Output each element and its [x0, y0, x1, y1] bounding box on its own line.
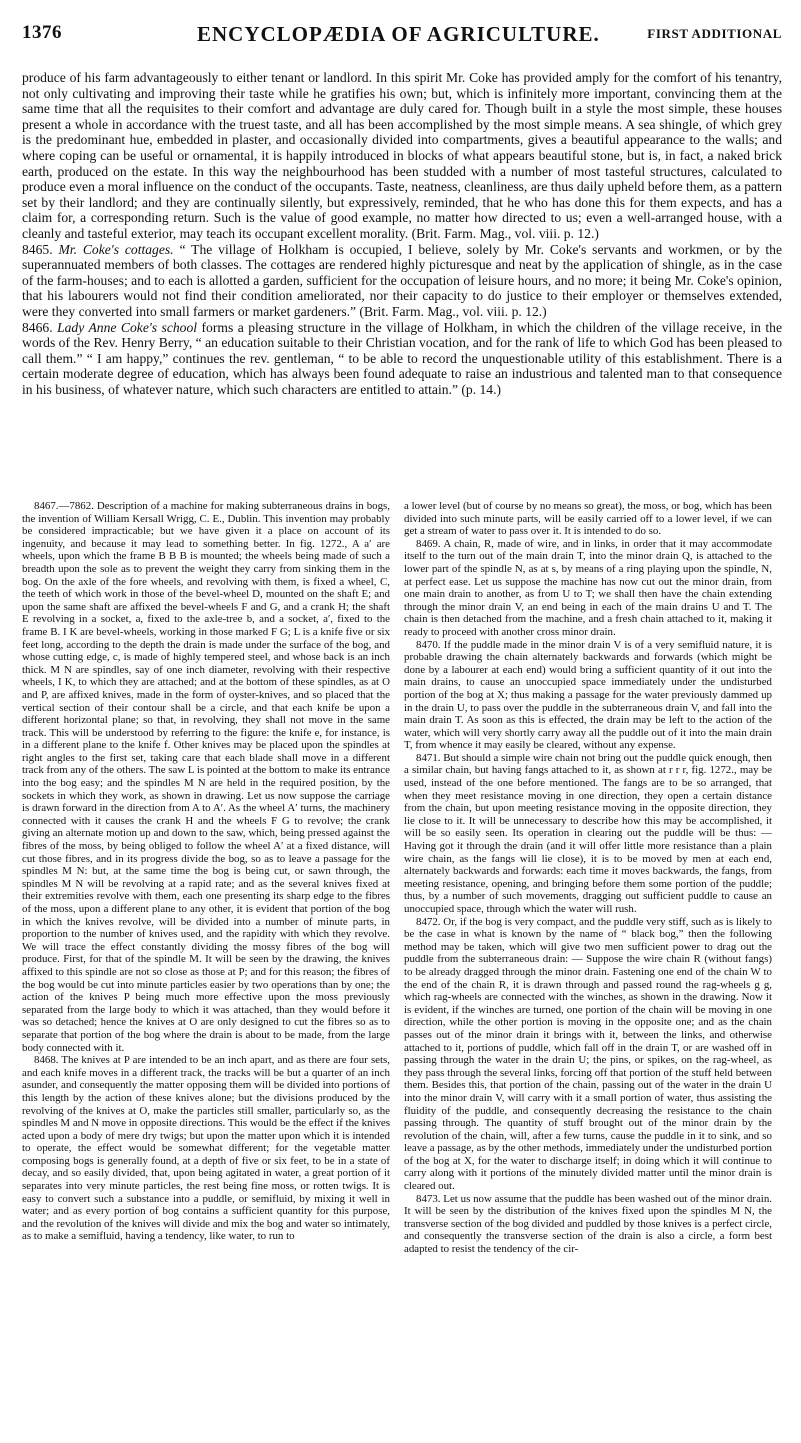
page [22, 22, 782, 1256]
paragraph-body: forms a pleasing structure in the village of Holkham, in which the children of the village receive, in the words of the Rev. Henry Berry, “ an education suitable to their Christian vocation, and for the rank of life to which God has been pleased to call them.” “ I am happy,” continues the rev. gentleman, “ to be able to record the unquestionable utility of this establishment. There is a certain moderate degree of education, which has always been found adequate to raise an industrious and talented man to that consequence in his business, of whatever nature, which such characters are entitled to attain.” (p. 14.) [22, 319, 782, 397]
intro-paragraph-2 [22, 242, 782, 320]
column-paragraph: 8473. Let us now assume that the puddle has been washed out of the minor drain. It will be seen by the distribution of the knives fixed upon the spindles M N, the transverse section of the bog divided and puddled by those knives is a perfect circle, and consequently the transverse section of the drain is also a circle, a form best adapted to resist the tendency of the cir- [404, 1192, 772, 1256]
section-label: FIRST ADDITIONAL [647, 26, 782, 41]
paragraph-heading: Lady Anne Coke's school [57, 319, 198, 335]
left-column [22, 500, 390, 1243]
running-title: ENCYCLOPÆDIA OF AGRICULTURE. [197, 22, 600, 46]
intro-text [22, 70, 782, 397]
intro-paragraph-1: produce of his farm advantageously to either tenant or landlord. In this spirit Mr. Coke has provided amply for the comfort of his tenantry, not only cultivating and improving their taste while he gratifies his own; but, which is infinitely more important, convincing them at the same time that all the requisites to their comfort and advantage are duly cared for. Though built in a style the most simple, these houses present a whole in accordance with the truest taste, and all has been accomplished by the most simple means. A sea shingle, of which grey is the predominant hue, embedded in plaster, and occasionally divided into compartments, gives a beautiful appearance to the walls; and where coping can be useful or ornamental, it is happily introduced in blocks of what appears beautiful stone, but is, in fact, a naked brick earth, produced on the estate. In this way the neighbourhood has been studded with a number of most tasteful structures, calculated to produce even a moral influence on the conduct of the occupants. Taste, neatness, cleanliness, are thus daily upheld before them, as a pattern set by their landlord; and they are continually silently, but expressively, reminded, that he who has done this for them expects, and has a claim for, a corresponding return. Such is the value of good example, no matter how directed to us; even a well-arranged house, with a cleanly and tasteful exterior, may teach its occupant excellent morality. (Brit. Farm. Mag., vol. viii. p. 12.) [22, 70, 782, 241]
column-paragraph: a lower level (but of course by no means so great), the moss, or bog, which has been divided into such minute parts, will be easily carried off to a lower level, if we can get a stream of water to pass over it. It is intended to do so. [404, 500, 772, 538]
column-paragraph: 8468. The knives at P are intended to be an inch apart, and as there are four sets, and each knife moves in a different track, the tracks will be but a quarter of an inch asunder, and consequently the matter opposing them will be divided into portions of this length by the action of these knives alone; but the divisions produced by the revolving of the knives at O, make the particles still smaller, particularly so, as the spindles M and N move in opposite directions. This would be the effect if the knives acted upon a body of mere dry twigs; but upon the matter upon which it is intended to operate, the effect would be somewhat different; for the vegetable matter composing bogs is generally found, at a depth of five or six feet, to be in a state of decay, and so easily divided, that, upon being agitated in water, a great portion of it separates into very minute particles, the rest being fine moss, or rotten twigs. It is easy to convert such a substance into a puddle, or semifluid, by mixing it well in water; and as every portion of bog contains a sufficient quantity for this purpose, and the revolution of the knives will divide and mix the bog and water so intimately, as to make a semifluid, having a tendency, like water, to run to [22, 1054, 390, 1243]
paragraph-body: “ The village of Holkham is occupied, I believe, solely by Mr. Coke's servants and workmen, or by the superannuated members of both classes. The cottages are rendered highly picturesque and neat by the application of shingle, as in the case of the farm-houses; and to each is allotted a garden, sufficient for the occupation of leisure hours, and no more; it being Mr. Coke's opinion, that his labourers would not find their condition ameliorated, nor their capacity to do justice to their employer or themselves extended, were they converted into small farmers or market gardeners.” (Brit. Farm. Mag., vol. viii. p. 12.) [22, 241, 782, 319]
page-header [22, 22, 782, 50]
column-paragraph: 8469. A chain, R, made of wire, and in links, in order that it may accommodate itself to the turn out of the main drain T, into the minor drain Q, is attached to the lower part of the spindle N, as at s, by means of a ring playing upon the spindle, N, at perfect ease. Let us suppose the machine has now cut out the minor drain, from one main drain to another, as from U to T; we shall then have the chain extending through the minor drain V, an end being in each of the main drains U and T. The chain is then detached from the machine, and a fresh chain attached to it, making it ready to proceed with another cross minor drain. [404, 537, 772, 638]
paragraph-number: 8465. [22, 241, 53, 257]
paragraph-number: 8466. [22, 319, 53, 335]
paragraph-heading: Mr. Coke's cottages. [58, 241, 174, 257]
column-paragraph: 8472. Or, if the bog is very compact, and the puddle very stiff, such as is likely to be the case in what is known by the name of “ black bog,” then the following method may be taken, which will give two men sufficient power to drag out the puddle from the subterraneous drain: — Suppose the wire chain R (without fangs) to be already dragged through the minor drain. Fastening one end of the chain W to the end of the chain R, it is drawn through and passed round the rag-wheels g g, which rag-wheels are connected with the winches, as shown in the drawing. Now it is evident, if the winches are turned, one portion of the chain will be moving in one direction, while the other portion is moving in the opposite one; and as the chain passes out of the minor drain it brings with it, between the links, and otherwise attached to it, portions of puddle, which fall off in the drain T, or are washed off in passing through the water in the drain U; the pins, or spikes, on the rag-wheel, as they pass through the several links, forcing off that portion of the stuff held between them. Besides this, that portion of the chain, passing out of the water in the drain U into the minor drain V, will carry with it a small portion of water, thus assisting the fluidity of the puddle, and consequently decreasing the resistance to the chain passing through. The quantity of stuff brought out of the minor drain by the revolution of the chain, will, after a few turns, cause the puddle in it to sink, and so leave a passage, as by the other methods, immediately under the undisturbed portion of the bog at X, for the water to discharge itself; in doing which it will continue to carry along with it portions of the minutely divided matter until the minor drain is cleared out. [404, 915, 772, 1193]
page-number: 1376 [22, 22, 62, 43]
column-paragraph: 8470. If the puddle made in the minor drain V is of a very semifluid nature, it is probable drawing the chain alternately backwards and forwards (which might be done by a labourer at each end) would bring a sufficient quantity of it out into the main drains, to cause an unoccupied space immediately under the undisturbed portion of the bog at X; thus making a passage for the water previously dammed up in the drain U, to pass over the puddle in the subterraneous drain V, and fall into the main drain T. As soon as this is effected, the drain may be left to the action of the water, which will very shortly carry away all the puddle out of it into the main drain T, from whence it may easily be cleared, without any expense. [404, 638, 772, 752]
column-paragraph: 8467.—7862. Description of a machine for making subterraneous drains in bogs, the invention of William Kersall Wrigg, C. E., Dublin. This invention may probably be considered impracticable; but we have given it a place on account of its ingenuity, and because it may lead to something better. In fig. 1272., A a′ are wheels, upon which the frame B B B is mounted; the wheels being made of such a breadth upon the sole as to prevent the weight they carry from sinking them in the bog. On the axle of the fore wheels, and revolving with them, is fixed a wheel, C, the teeth of which work in those of the bevel-wheel D, mounted on the shaft E; and upon the same shaft are affixed the bevel-wheels F and G, and a crank H; the shaft E revolving in a socket, a, fixed to the axle-tree b, and a socket, a′, fixed to the frame B. I K are bevel-wheels, working in those marked F G; L is a knife five or six feet long, according to the depth the drain is made under the surface of the bog, and whose cutting edge, c, is made of highly tempered steel, and whose back is an inch thick. M N are spindles, say of one inch diameter, revolving with their respective wheels, I K, to which they are attached; and at the bottom of these spindles, as at O and P, are affixed knives, made in the form of oyster-knives, and so placed that the vertical section of their contour shall be a circle, and that each knife be upon a different horizontal plane; so that, in revolving, they shall not move in the same track. This will be understood by referring to the figure: the knife e, for instance, is in a different plane to the knife f. Other knives may be placed upon the spindles at right angles to the first set, taking care that each blade shall move in a different track from any of the others. The saw L is pointed at the bottom to make its entrance into the bog easy; and the spindles M N are held in the required position, by the sockets in which they work, as shown in drawing. Let us now suppose the carriage is drawn forward in the direction from A to A′. As the wheel A′ turns, the machinery connected with it causes the crank H and the wheels F G to revolve; the crank giving an alternate motion up and down to the saw, which, being pressed against the fibres of the moss, by being obliged to follow the wheel A′ at a fixed distance, will cut those fibres, and in its progress divide the bog, so as to leave a passage for the spindles M N: but, at the same time the bog is being cut, or sawn through, the spindles M N will be revolving at a rapid rate; and as the several knives fixed at their extremities revolve with them, each one presenting its sharp edge to the fibres of the moss, upon a different plane to any other, it is evident that portion of the bog in which the knives revolve, will be divided into a number of minute parts, in proportion to the number of knives used, and the rapidity with which they revolve. We will trace the effect constantly dividing the mossy fibres of the bog will produce. First, for that of the spindle M. It will be seen by the drawing, the knives affixed to this spindle are not so close as those at P; and for this reason; the fibres of the bog would be cut into minute particles easier by two operations than by one; the action of the knives P being much more effective upon the moss previously separated from the large body to which it was attached, than they would before it was so detached; hence the knives at O are only designed to cut the fibres so as to separate that portion of the bog where the drain is about to be made, from the large body connected with it. [22, 500, 390, 1054]
intro-paragraph-3 [22, 320, 782, 398]
column-paragraph: 8471. But should a simple wire chain not bring out the puddle quick enough, then a similar chain, but having fangs attached to it, as shown at r r r, fig. 1272., may be used, instead of the one before mentioned. The fangs are to be so arranged, that when they meet resistance moving in one direction, they open a certain distance from the chain, but upon meeting resistance moving in the opposite direction, they lie close to it. It will be unnecessary to describe how this may be accomplished, it will be so easily seen. Its operation in clearing out the puddle will be thus: — Having got it through the drain (and it will offer little more resistance than a plain wire chain, as the fangs will lie close), it is to be moved by men at each end, alternately backwards and forwards: each time it moves backwards, the fangs, from meeting resistance, opening, and bringing before them some portion of the puddle; thus, by a number of such movements, dragging out sufficient puddle to cause an unoccupied space, through which the water will rush. [404, 751, 772, 915]
right-column [404, 500, 772, 1256]
